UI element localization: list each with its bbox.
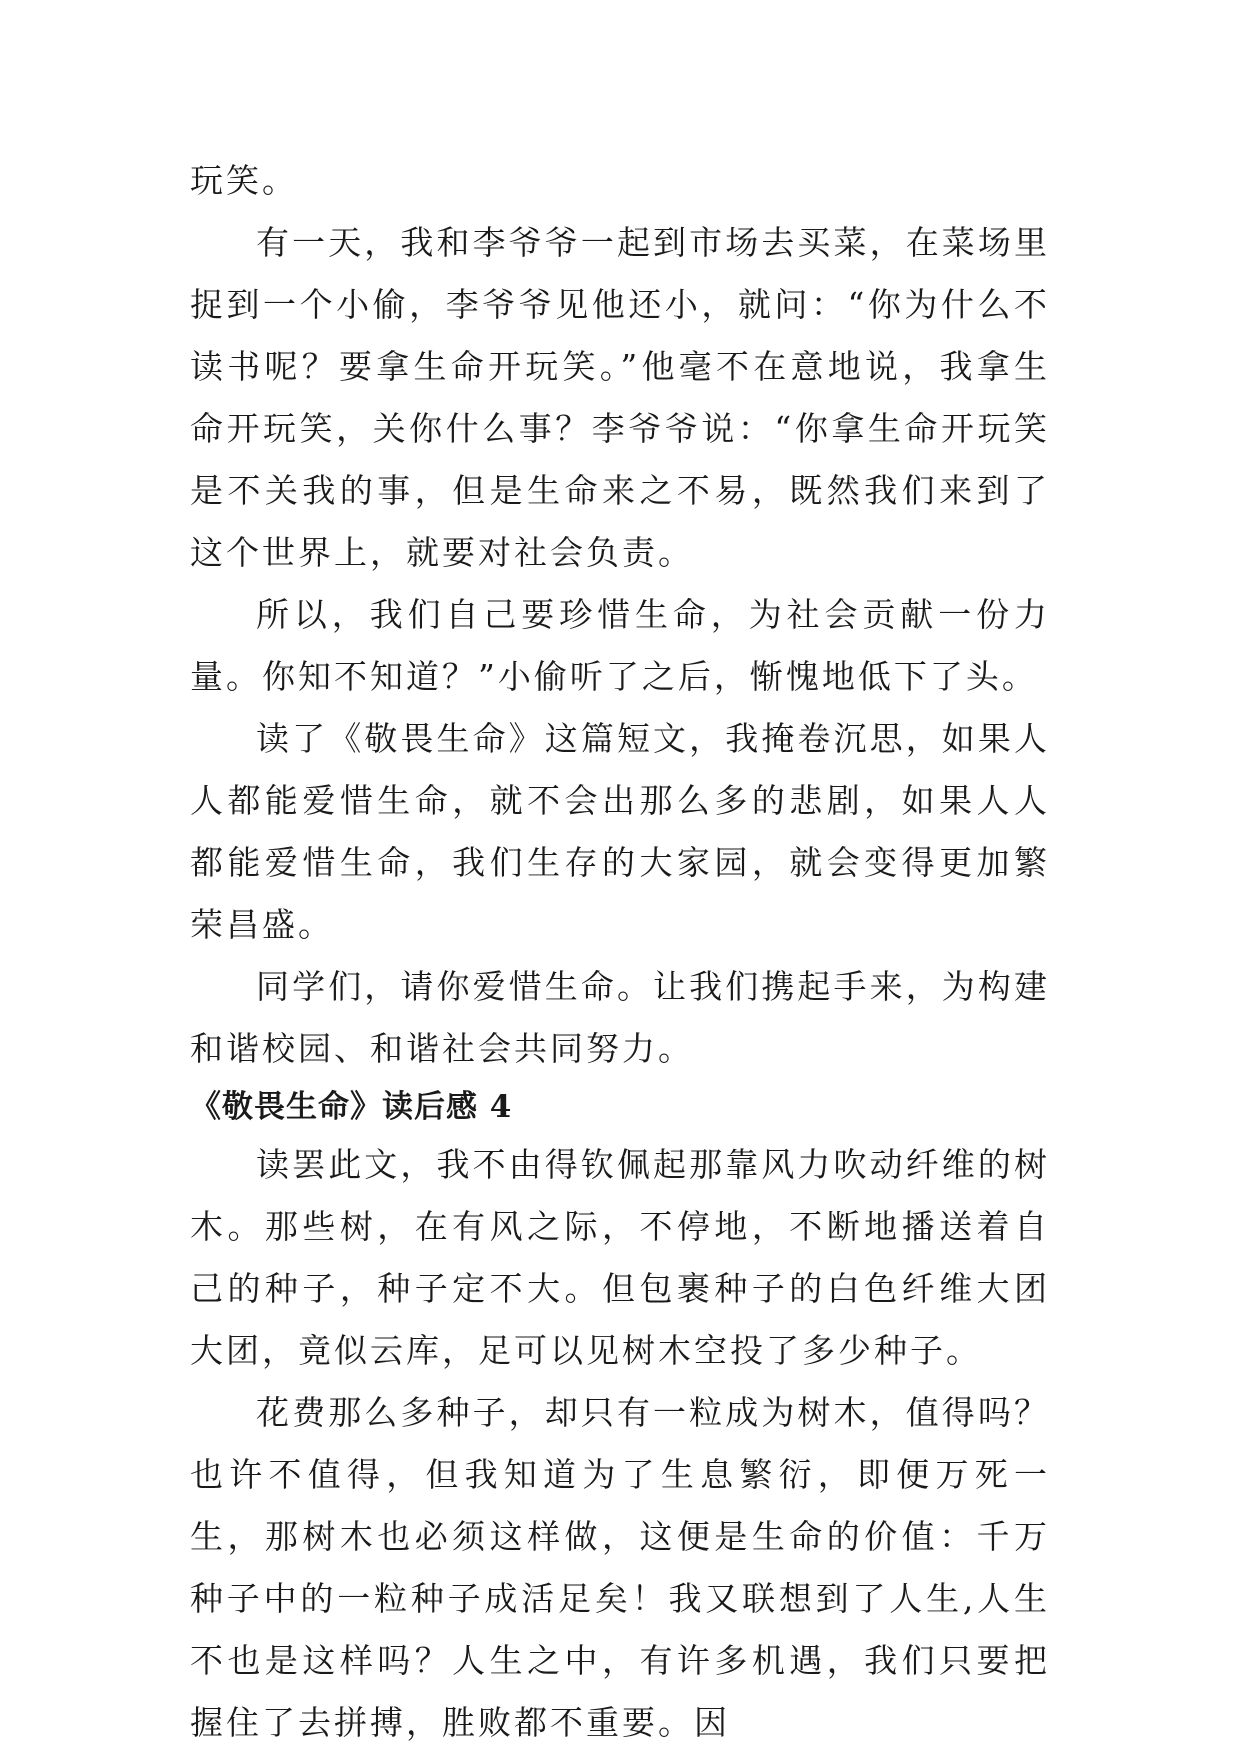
paragraph-seeds: 读罢此文，我不由得钦佩起那靠风力吹动纤维的树木。那些树，在有风之际，不停地，不断地播送着自己的种子，种子定不大。但包裹种子的白色纤维大团大团，竟似云库，足可以见树木空投了多少种子。 [190,1145,1050,1370]
document-body [190,150,1050,1754]
paragraph-market-story: 有一天，我和李爷爷一起到市场去买菜，在菜场里捉到一个小偷，李爷爷见他还小，就问：“你为什么不读书呢？要拿生命开玩笑。”他毫不在意地说，我拿生命开玩笑，关你什么事？李爷爷说：“你拿生命开玩笑是不关我的事，但是生命来之不易，既然我们来到了这个世界上，就要对社会负责。 [190,223,1050,572]
paragraph-call-to-action: 同学们，请你爱惜生命。让我们携起手来，为构建和谐校园、和谐社会共同努力。 [190,967,1050,1068]
paragraph-reflection: 读了《敬畏生命》这篇短文，我掩卷沉思，如果人人都能爱惜生命，就不会出那么多的悲剧，如果人人都能爱惜生命，我们生存的大家园，就会变得更加繁荣昌盛。 [190,719,1050,944]
paragraph-value-of-life: 花费那么多种子，却只有一粒成为树木，值得吗？也许不值得，但我知道为了生息繁衍，即便万死一生，那树木也必须这样做，这便是生命的价值：千万种子中的一粒种子成活足矣！我又联想到了人生,人生不也是这样吗？人生之中，有许多机遇，我们只要把握住了去拼搏，胜败都不重要。因 [190,1393,1050,1742]
paragraph-continuation: 玩笑。 [190,161,298,200]
paragraph-cherish-life: 所以，我们自己要珍惜生命，为社会贡献一份力量。你知不知道？”小偷听了之后，惭愧地低下了头。 [190,595,1050,696]
section-heading: 《敬畏生命》读后感 4 [190,1089,513,1125]
